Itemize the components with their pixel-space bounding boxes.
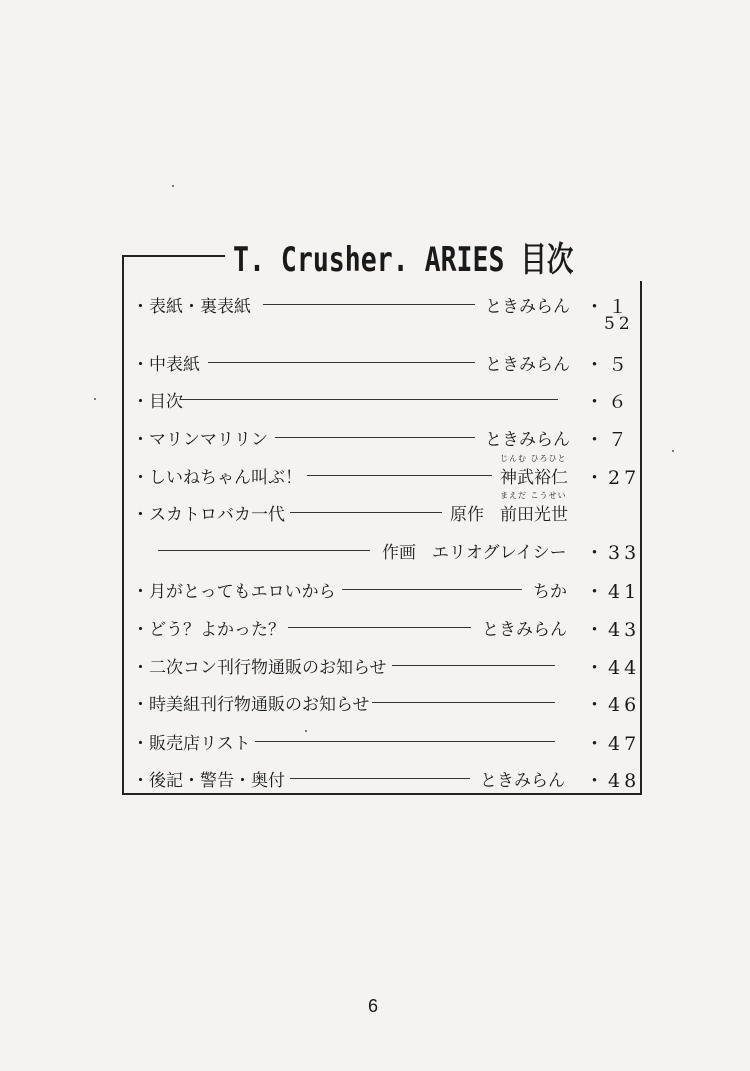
leader-line: [342, 589, 522, 590]
entry-label: ・マリンマリリン: [132, 430, 268, 450]
leader-line: [180, 399, 558, 400]
toc-entry: [0, 690, 750, 730]
toc-entry: [0, 766, 750, 806]
leader-line: [290, 512, 442, 513]
leader-line: [307, 475, 492, 476]
toc-entry: [0, 538, 750, 578]
entry-label: ・販売店リスト: [132, 734, 251, 754]
entry-page: ・１: [585, 296, 632, 318]
leader-line: [263, 304, 475, 305]
leader-line: [275, 437, 475, 438]
author-ruby: じんむ ひろひと: [500, 454, 567, 463]
entry-author: ときみらん: [482, 620, 567, 640]
entry-page: ・47: [585, 733, 641, 755]
toc-title-wrap: [225, 232, 677, 281]
toc-entry: [0, 425, 750, 465]
entry-label: ・二次コン刊行物通販のお知らせ: [132, 658, 387, 678]
leader-line: [208, 362, 475, 363]
entry-page: ・５: [585, 354, 632, 376]
entry-label: ・目次: [132, 392, 183, 412]
entry-author: ときみらん: [485, 430, 570, 450]
leader-line: [158, 550, 370, 551]
toc-entry: [0, 653, 750, 693]
entry-page: ・48: [585, 770, 641, 792]
leader-line: [372, 702, 555, 703]
scan-speck: [172, 185, 174, 187]
entry-page: ・27: [585, 467, 641, 489]
entry-page: ・44: [585, 657, 641, 679]
entry-label: ・月がとってもエロいから: [132, 582, 336, 602]
entry-author: ときみらん: [480, 771, 565, 791]
entry-page-2: 52: [604, 314, 634, 334]
leader-line: [392, 665, 555, 666]
entry-author: 前田光世: [500, 505, 568, 525]
entry-page: ・43: [585, 619, 641, 641]
toc-entry: [0, 729, 750, 769]
leader-line: [255, 741, 555, 742]
entry-label: ・表紙・裏表紙: [132, 297, 251, 317]
toc-entry: [0, 454, 750, 503]
leader-line: [288, 627, 471, 628]
entry-label: ・しいねちゃん叫ぶ！: [132, 468, 302, 488]
entry-page: ・７: [585, 429, 632, 451]
toc-entry: [0, 577, 750, 617]
toc-entry: [0, 387, 750, 427]
author-ruby: まえだ こうせい: [500, 491, 567, 500]
toc-entry: [0, 491, 750, 540]
entry-page: ・33: [585, 542, 641, 564]
entry-author: 神武裕仁: [500, 468, 568, 488]
entry-page: ・46: [585, 694, 641, 716]
entry-author: エリオグレイシー: [432, 543, 567, 563]
entry-page: ・６: [585, 391, 632, 413]
toc-entry: [0, 350, 750, 390]
entry-label: ・中表紙: [132, 355, 200, 375]
entry-label: ・どう？よかった？: [132, 620, 285, 640]
entry-label: ・時美組刊行物通販のお知らせ: [132, 695, 370, 715]
entry-role: 作画: [382, 543, 416, 563]
toc-entry: [0, 292, 750, 332]
page-number: 6: [368, 996, 379, 1016]
entry-page: ・41: [585, 581, 641, 603]
leader-line: [290, 778, 470, 779]
entry-role: 原作: [450, 505, 484, 525]
entry-author: ときみらん: [485, 355, 570, 375]
entry-author: ときみらん: [485, 297, 570, 317]
toc-title: T. Crusher. ARIES 目次: [233, 240, 574, 280]
entry-label: ・後記・警告・奥付: [132, 771, 285, 791]
toc-entry: [0, 615, 750, 655]
entry-label: ・スカトロバカ一代: [132, 505, 285, 525]
entry-author: ちか: [533, 582, 567, 602]
